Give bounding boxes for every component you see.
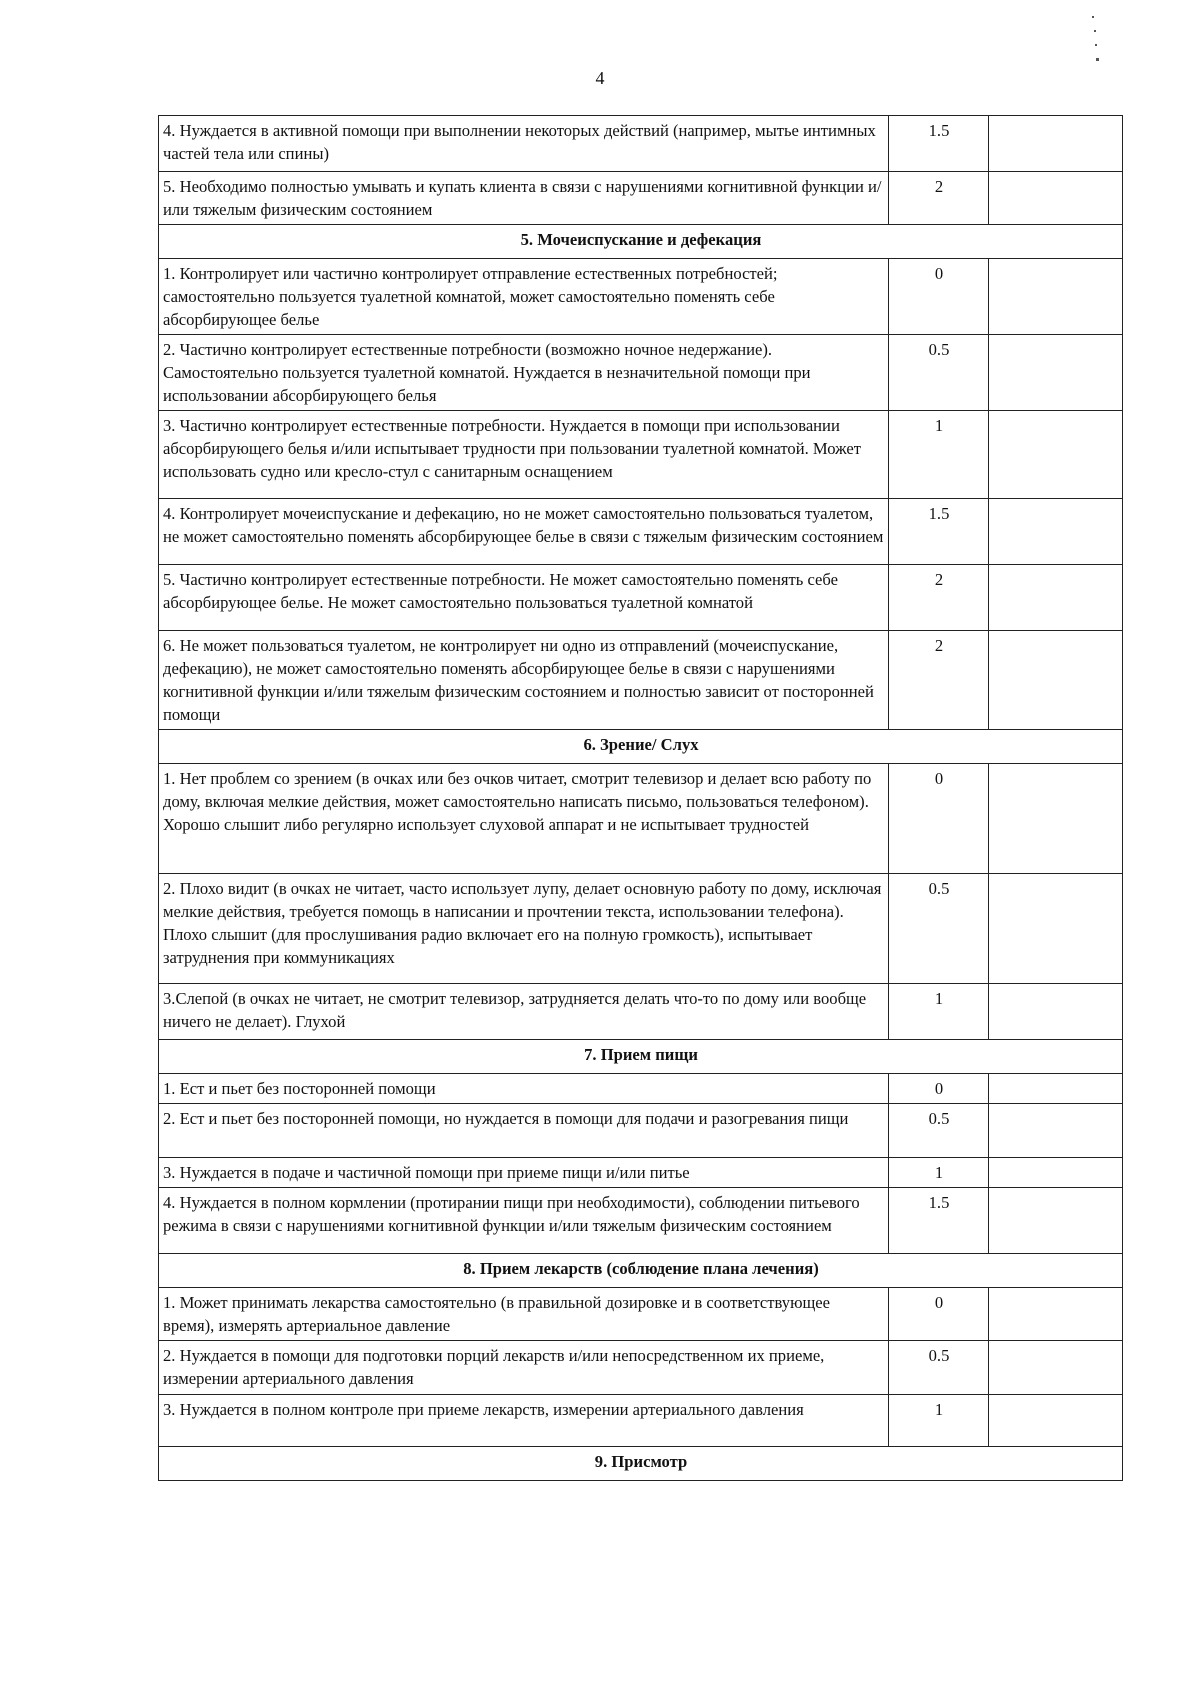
assessment-mark-cell <box>989 631 1123 730</box>
criterion-row <box>159 1104 1123 1158</box>
section-header-row <box>159 225 1123 259</box>
score-cell: 2 <box>889 631 989 730</box>
assessment-mark-cell <box>989 411 1123 499</box>
criterion-row <box>159 1188 1123 1254</box>
criterion-row <box>159 1395 1123 1447</box>
assessment-mark-cell <box>989 1074 1123 1104</box>
criterion-row <box>159 984 1123 1040</box>
assessment-mark-cell <box>989 1104 1123 1158</box>
score-cell: 0 <box>889 1288 989 1341</box>
assessment-mark-cell <box>989 1395 1123 1447</box>
criterion-row <box>159 499 1123 565</box>
criterion-row <box>159 565 1123 631</box>
section-header-row <box>159 730 1123 764</box>
criterion-text: 2. Ест и пьет без посторонней помощи, но нуждается в помощи для подачи и разогревания пищи <box>159 1104 889 1158</box>
criterion-row <box>159 259 1123 335</box>
criterion-text: 2. Нуждается в помощи для подготовки порций лекарств и/или непосредственном их приеме, измерении артериального давления <box>159 1341 889 1395</box>
criterion-row <box>159 764 1123 874</box>
assessment-mark-cell <box>989 172 1123 225</box>
score-cell: 0.5 <box>889 1104 989 1158</box>
section-title: 6. Зрение/ Слух <box>159 730 1123 764</box>
criterion-row <box>159 1288 1123 1341</box>
criterion-row <box>159 172 1123 225</box>
assessment-mark-cell <box>989 259 1123 335</box>
criterion-text: 4. Нуждается в полном кормлении (протирании пищи при необходимости), соблюдении питьевого режима в связи с нарушениями когнитивной функции и/или тяжелым физическим состоянием <box>159 1188 889 1254</box>
assessment-mark-cell <box>989 764 1123 874</box>
criterion-text: 5. Частично контролирует естественные потребности. Не может самостоятельно поменять себе абсорбирующее белье. Не может самостоятельно пользоваться туалетной комнатой <box>159 565 889 631</box>
criterion-text: 4. Контролирует мочеиспускание и дефекацию, но не может самостоятельно пользоваться туалетом, не может самостоятельно поменять абсорбирующее белье в связи с тяжелым физическим состоянием <box>159 499 889 565</box>
score-cell: 0.5 <box>889 1341 989 1395</box>
section-header-row <box>159 1447 1123 1481</box>
score-cell: 2 <box>889 565 989 631</box>
score-cell: 1.5 <box>889 499 989 565</box>
criterion-text: 3.Слепой (в очках не читает, не смотрит телевизор, затрудняется делать что-то по дому или вообще ничего не делает). Глухой <box>159 984 889 1040</box>
score-cell: 0 <box>889 1074 989 1104</box>
criterion-text: 1. Нет проблем со зрением (в очках или без очков читает, смотрит телевизор и делает всю работу по дому, включая мелкие действия, может самостоятельно написать письмо, пользоваться телефоном). Хорошо слышит либо регулярно использует слуховой аппарат и не испытывает трудностей <box>159 764 889 874</box>
criterion-text: 1. Может принимать лекарства самостоятельно (в правильной дозировке и в соответствующее время), измерять артериальное давление <box>159 1288 889 1341</box>
criterion-text: 1. Контролирует или частично контролирует отправление естественных потребностей; самостоятельно пользуется туалетной комнатой, может самостоятельно поменять себе абсорбирующее белье <box>159 259 889 335</box>
assessment-mark-cell <box>989 874 1123 984</box>
assessment-mark-cell <box>989 984 1123 1040</box>
criterion-text: 2. Плохо видит (в очках не читает, часто использует лупу, делает основную работу по дому, исключая мелкие действия, требуется помощь в написании и прочтении текста, использовании телефона). Плохо слышит (для прослушивания радио включает его на полную громкость), испытывает затруднения при коммуникациях <box>159 874 889 984</box>
page-number: 4 <box>595 68 605 88</box>
score-cell: 1.5 <box>889 1188 989 1254</box>
criterion-text: 3. Нуждается в полном контроле при приеме лекарств, измерении артериального давления <box>159 1395 889 1447</box>
section-header-row <box>159 1254 1123 1288</box>
criterion-text: 3. Нуждается в подаче и частичной помощи при приеме пищи и/или питье <box>159 1158 889 1188</box>
assessment-mark-cell <box>989 499 1123 565</box>
criterion-row <box>159 335 1123 411</box>
criterion-text: 2. Частично контролирует естественные потребности (возможно ночное недержание). Самостоятельно пользуется туалетной комнатой. Нуждается в незначительной помощи при использовании абсорбирующего белья <box>159 335 889 411</box>
criterion-row <box>159 1341 1123 1395</box>
score-cell: 1 <box>889 1158 989 1188</box>
section-header-row <box>159 1040 1123 1074</box>
score-cell: 1 <box>889 984 989 1040</box>
assessment-mark-cell <box>989 116 1123 172</box>
assessment-table <box>158 115 1123 1481</box>
criterion-row <box>159 874 1123 984</box>
section-title: 9. Присмотр <box>159 1447 1123 1481</box>
section-title: 5. Мочеиспускание и дефекация <box>159 225 1123 259</box>
criterion-row <box>159 631 1123 730</box>
assessment-mark-cell <box>989 1341 1123 1395</box>
criterion-text: 3. Частично контролирует естественные потребности. Нуждается в помощи при использовании абсорбирующего белья и/или испытывает трудности при пользовании туалетной комнатой. Может использовать судно или кресло-стул с санитарным оснащением <box>159 411 889 499</box>
score-cell: 1.5 <box>889 116 989 172</box>
criterion-text: 4. Нуждается в активной помощи при выполнении некоторых действий (например, мытье интимных частей тела или спины) <box>159 116 889 172</box>
score-cell: 0.5 <box>889 335 989 411</box>
section-title: 7. Прием пищи <box>159 1040 1123 1074</box>
assessment-mark-cell <box>989 1158 1123 1188</box>
section-title: 8. Прием лекарств (соблюдение плана лечения) <box>159 1254 1123 1288</box>
assessment-table-body <box>159 116 1123 1481</box>
score-cell: 0.5 <box>889 874 989 984</box>
criterion-text: 5. Необходимо полностью умывать и купать клиента в связи с нарушениями когнитивной функции и/или тяжелым физическим состоянием <box>159 172 889 225</box>
criterion-row <box>159 1158 1123 1188</box>
score-cell: 0 <box>889 764 989 874</box>
assessment-mark-cell <box>989 1288 1123 1341</box>
criterion-row <box>159 1074 1123 1104</box>
score-cell: 0 <box>889 259 989 335</box>
score-cell: 1 <box>889 1395 989 1447</box>
criterion-row <box>159 116 1123 172</box>
assessment-mark-cell <box>989 565 1123 631</box>
score-cell: 2 <box>889 172 989 225</box>
criterion-text: 1. Ест и пьет без посторонней помощи <box>159 1074 889 1104</box>
assessment-mark-cell <box>989 335 1123 411</box>
scan-specks <box>1090 14 1100 74</box>
score-cell: 1 <box>889 411 989 499</box>
criterion-text: 6. Не может пользоваться туалетом, не контролирует ни одно из отправлений (мочеиспускание, дефекацию), не может самостоятельно поменять абсорбирующее белье в связи с нарушениями когнитивной функции и/или тяжелым физическим состоянием и полностью зависит от посторонней помощи <box>159 631 889 730</box>
assessment-mark-cell <box>989 1188 1123 1254</box>
criterion-row <box>159 411 1123 499</box>
